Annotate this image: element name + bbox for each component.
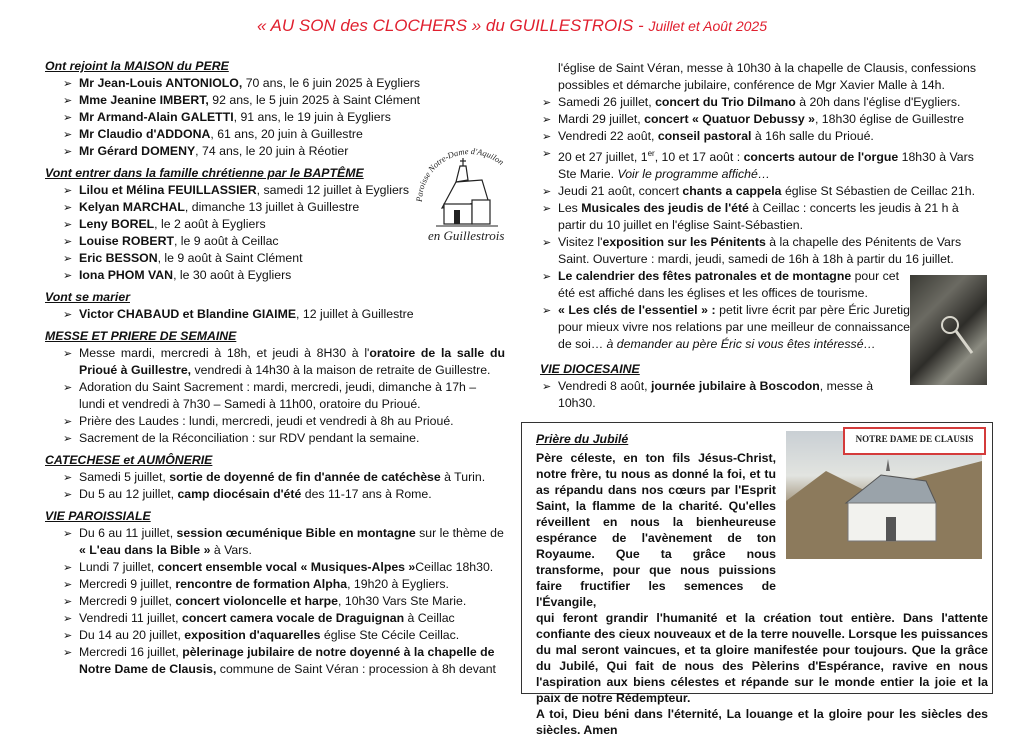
list-item: ➢ Le calendrier des fêtes patronales et de montagne pour cet été est affiché dans les églises et les offices de tourisme. xyxy=(540,268,910,302)
list-item: ➢ Adoration du Saint Sacrement : mardi, mercredi, jeudi, dimanche à 17h – lundi et vendredi à 7h30 – Samedi à 11h00, oratoire du Prioué. xyxy=(45,379,505,413)
marriage-list xyxy=(45,306,505,323)
list-item: ➢ Du 5 au 12 juillet, camp diocésain d'été des 11-17 ans à Rome. xyxy=(45,486,505,503)
catechesis-heading: CATECHESE et AUMÔNERIE xyxy=(45,453,213,467)
list-item: ➢ Les Musicales des jeudis de l'été à Ceillac : concerts les jeudis à 21 h à partir du 10 juillet en l'église Saint-Sébastien. xyxy=(540,200,980,234)
list-item: ➢ Sacrement de la Réconciliation : sur RDV pendant la semaine. xyxy=(45,430,505,447)
prayer-wide-paragraph: qui feront grandir l'humanité et la création tout entière. Dans l'attente confiante des cieux nouveaux et de la terre nouvelle. Lorsque les puissances du mal seront vaincues, et ta gloire manifestée pour toujours. Que la grâce du Jubilé, Qui fait de nous des Pèlerins d'Espérance, ravive en nous l'aspiration aux biens célestes et répande sur le monde entier la joie et la paix de notre Rédempteur. xyxy=(536,611,988,705)
prayer-closing: A toi, Dieu béni dans l'éternité, La louange et la gloire pour les siècles des siècles. Amen xyxy=(536,707,988,737)
list-item: ➢ Leny BOREL, le 2 août à Eygliers xyxy=(45,216,505,233)
parish-logo xyxy=(408,140,533,258)
key-icon xyxy=(910,275,987,385)
list-item: ➢ Iona PHOM VAN, le 30 août à Eygliers xyxy=(45,267,505,284)
list-item: ➢ « Les clés de l'essentiel » : petit livre écrit par père Éric Juretig pour mieux vivre nos relations par une meilleur de connaissance de soi… à demander au père Éric si vous êtes intéressé… xyxy=(540,302,910,353)
list-item: ➢ Mercredi 9 juillet, rencontre de formation Alpha, 19h20 à Eygliers. xyxy=(45,576,505,593)
list-item: ➢ Samedi 26 juillet, concert du Trio Dilmano à 20h dans l'église d'Eygliers. xyxy=(540,94,980,111)
logo-script-text: en Guillestrois xyxy=(428,228,505,243)
list-item: ➢ Louise ROBERT, le 9 août à Ceillac xyxy=(45,233,505,250)
door-key-photo xyxy=(910,275,987,385)
deaths-heading: Ont rejoint la MAISON du PERE xyxy=(45,59,229,73)
list-item: ➢ Mardi 29 juillet, concert « Quatuor Debussy », 18h30 église de Guillestre xyxy=(540,111,980,128)
list-item: ➢ Eric BESSON, le 9 août à Saint Clément xyxy=(45,250,505,267)
list-item: ➢ Vendredi 11 juillet, concert camera vocale de Draguignan à Ceillac xyxy=(45,610,505,627)
list-item: ➢ Jeudi 21 août, concert chants a cappela église St Sébastien de Ceillac 21h. xyxy=(540,183,980,200)
list-item: ➢ Kelyan MARCHAL, dimanche 13 juillet à Guillestre xyxy=(45,199,505,216)
mass-heading: MESSE ET PRIERE DE SEMAINE xyxy=(45,329,237,343)
list-item: ➢ 20 et 27 juillet, 1er, 10 et 17 août : concerts autour de l'orgue 18h30 à Vars Ste Marie. Voir le programme affiché… xyxy=(540,145,980,183)
mass-list xyxy=(45,345,505,447)
list-item: ➢ Messe mardi, mercredi à 18h, et jeudi à 8H30 à l'oratoire de la salle du Prioué à Guillestre, vendredi à 14h30 à la maison de retraite de Guillestre. xyxy=(45,345,505,379)
diocese-heading: VIE DIOCESAINE xyxy=(540,362,640,377)
baptism-heading: Vont entrer dans la famille chrétienne par le BAPTÊME xyxy=(45,166,364,180)
list-item: ➢ Du 14 au 20 juillet, exposition d'aquarelles église Ste Cécile Ceillac. xyxy=(45,627,505,644)
list-item: ➢ Prière des Laudes : lundi, mercredi, jeudi et vendredi à 8h au Prioué. xyxy=(45,413,505,430)
parish-section xyxy=(45,508,505,678)
church-logo-icon xyxy=(408,140,533,258)
parish-list xyxy=(45,525,505,678)
prayer-heading: Prière du Jubilé xyxy=(536,432,629,446)
mass-section xyxy=(45,328,505,447)
list-item: ➢ Mercredi 16 juillet, pèlerinage jubilaire de notre doyenné à la chapelle de Notre Dame de Clausis, commune de Saint Véran : procession à 8h devant xyxy=(45,644,505,678)
list-item: ➢ Vendredi 8 août, journée jubilaire à Boscodon, messe à 10h30. xyxy=(540,378,898,412)
list-item: ➢ Vendredi 22 août, conseil pastoral à 16h salle du Prioué. xyxy=(540,128,980,145)
prayer-narrow-paragraph: Père céleste, en ton fils Jésus-Christ, notre frère, tu nous as donné la foi, et tu as répandu dans nos cœurs par l'Esprit Saint, la flamme de la charité. Qu'elles réveillent en nous la bienheureuse espérance de l'avènement de ton Royaume. Que ta grâce nous transforme, pour que nous puissions faire fructifier les semences de l'Évangile, xyxy=(536,451,776,609)
catechesis-section xyxy=(45,452,505,503)
catechesis-list xyxy=(45,469,505,503)
list-item: ➢ Mercredi 9 juillet, concert violoncelle et harpe, 10h30 Vars Ste Marie. xyxy=(45,593,505,610)
marriage-heading: Vont se marier xyxy=(45,290,130,304)
list-item: ➢ Victor CHABAUD et Blandine GIAIME, 12 juillet à Guillestre xyxy=(45,306,505,323)
list-item: ➢ Mr Armand-Alain GALETTI, 91 ans, le 19 juin à Eygliers xyxy=(45,109,505,126)
list-item: ➢ Du 6 au 11 juillet, session œcuménique Bible en montagne sur le thème de « L'eau dans la Bible » à Vars. xyxy=(45,525,505,559)
list-item: ➢ Mr Jean-Louis ANTONIOLO, 70 ans, le 6 juin 2025 à Eygliers xyxy=(45,75,505,92)
list-item-continuation: l'église de Saint Véran, messe à 10h30 à la chapelle de Clausis, confessions possibles et démarche jubilaire, conférence de Mgr Xavier Malle à 14h. xyxy=(558,61,976,92)
list-item: ➢ Mme Jeanine IMBERT, 92 ans, le 5 juin 2025 à Saint Clément xyxy=(45,92,505,109)
list-item: ➢ Samedi 5 juillet, sortie de doyenné de fin d'année de catéchèse à Turin. xyxy=(45,469,505,486)
logo-arc-text: Paroisse Notre-Dame d'Aquilon xyxy=(413,145,506,203)
list-item: ➢ Mr Claudio d'ADDONA, 61 ans, 20 juin à Guillestre xyxy=(45,126,505,143)
list-item: ➢ Visitez l'exposition sur les Pénitents à la chapelle des Pénitents de Vars Saint. Ouverture : mardi, jeudi, samedi de 16h à 18h à partir du 16 juillet. xyxy=(540,234,980,268)
list-item: ➢ Lundi 7 juillet, concert ensemble vocal « Musiques-Alpes »Ceillac 18h30. xyxy=(45,559,505,576)
list-item: ➢ Lilou et Mélina FEUILLASSIER, samedi 12 juillet à Eygliers xyxy=(45,182,505,199)
marriage-section xyxy=(45,289,505,323)
parish-heading: VIE PAROISSIALE xyxy=(45,509,151,523)
list-item: ➢ Mr Gérard DOMENY, 74 ans, le 20 juin à Réotier xyxy=(45,143,505,160)
page-title: « AU SON des CLOCHERS » du GUILLESTROIS - Juillet et Août 2025 xyxy=(256,16,767,35)
chapel-label: NOTRE DAME DE CLAUSIS xyxy=(843,427,986,455)
